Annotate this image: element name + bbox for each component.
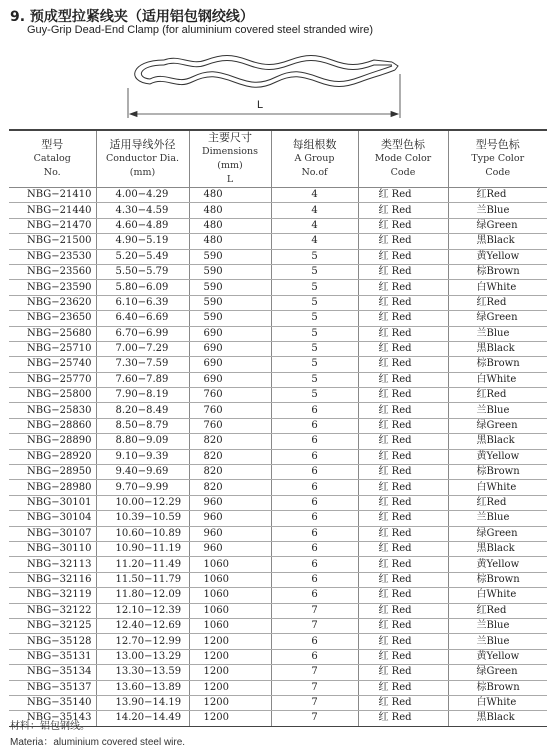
- type-color-cell: 黄Yellow: [448, 449, 547, 464]
- table-row: [9, 357, 547, 372]
- mode-color-cell: 红 Red: [358, 280, 448, 295]
- mode-color-cell: 红 Red: [358, 695, 448, 710]
- group-count-cell: 6: [271, 449, 358, 464]
- dimension-l-cell: 960: [189, 511, 271, 526]
- group-count-cell: 4: [271, 203, 358, 218]
- table-row: [9, 203, 547, 218]
- table-row: [9, 695, 547, 710]
- column-header-en: Type Color: [471, 153, 525, 164]
- type-color-cell: 绿Green: [448, 311, 547, 326]
- conductor-dia-cell: 6.70−6.99: [96, 326, 189, 341]
- type-color-cell: 红Red: [448, 603, 547, 618]
- group-count-cell: 6: [271, 465, 358, 480]
- conductor-dia-cell: 5.80−6.09: [96, 280, 189, 295]
- table-row: [9, 234, 547, 249]
- catalog-no-cell: NBG−30107: [9, 526, 96, 541]
- catalog-no-cell: NBG−25680: [9, 326, 96, 341]
- table-row: [9, 680, 547, 695]
- type-color-cell: 棕Brown: [448, 357, 547, 372]
- type-color-cell: 黑Black: [448, 541, 547, 556]
- group-count-cell: 6: [271, 434, 358, 449]
- catalog-no-cell: NBG−35137: [9, 680, 96, 695]
- mode-color-cell: 红 Red: [358, 372, 448, 387]
- dimension-l-cell: 590: [189, 249, 271, 264]
- group-count-cell: 5: [271, 249, 358, 264]
- conductor-dia-cell: 4.60−4.89: [96, 218, 189, 233]
- table-row: [9, 280, 547, 295]
- catalog-no-cell: NBG−21410: [9, 188, 96, 203]
- type-color-cell: 棕Brown: [448, 264, 547, 279]
- mode-color-cell: 红 Red: [358, 511, 448, 526]
- column-header-en: Catalog: [33, 153, 71, 164]
- dimension-l-cell: 1200: [189, 634, 271, 649]
- conductor-dia-cell: 7.90−8.19: [96, 388, 189, 403]
- conductor-dia-cell: 7.00−7.29: [96, 341, 189, 356]
- mode-color-cell: 红 Red: [358, 188, 448, 203]
- dimension-l-cell: 1060: [189, 557, 271, 572]
- column-header: [189, 130, 271, 188]
- dimension-l-cell: 590: [189, 311, 271, 326]
- dimension-l-cell: 1060: [189, 618, 271, 633]
- group-count-cell: 6: [271, 541, 358, 556]
- catalog-no-cell: NBG−35128: [9, 634, 96, 649]
- catalog-no-cell: NBG−23650: [9, 311, 96, 326]
- column-header-en: A Group: [294, 153, 335, 164]
- type-color-cell: 棕Brown: [448, 465, 547, 480]
- catalog-no-cell: NBG−23620: [9, 295, 96, 310]
- table-row: [9, 403, 547, 418]
- table-row: [9, 557, 547, 572]
- catalog-no-cell: NBG−25800: [9, 388, 96, 403]
- column-header-unit: No.: [43, 167, 61, 178]
- mode-color-cell: 红 Red: [358, 341, 448, 356]
- group-count-cell: 5: [271, 311, 358, 326]
- type-color-cell: 黑Black: [448, 434, 547, 449]
- conductor-dia-cell: 7.60−7.89: [96, 372, 189, 387]
- catalog-no-cell: NBG−25740: [9, 357, 96, 372]
- catalog-no-cell: NBG−23560: [9, 264, 96, 279]
- table-row: [9, 434, 547, 449]
- conductor-dia-cell: 14.20−14.49: [96, 711, 189, 726]
- dimension-l-cell: 960: [189, 495, 271, 510]
- mode-color-cell: 红 Red: [358, 603, 448, 618]
- dimension-l-cell: 590: [189, 280, 271, 295]
- column-header-unit: No.of: [301, 167, 328, 178]
- dimension-l-cell: 480: [189, 218, 271, 233]
- table-row: [9, 465, 547, 480]
- group-count-cell: 4: [271, 188, 358, 203]
- table-row: [9, 311, 547, 326]
- group-count-cell: 7: [271, 618, 358, 633]
- dimension-l-cell: 1060: [189, 603, 271, 618]
- catalog-no-cell: NBG−28920: [9, 449, 96, 464]
- type-color-cell: 绿Green: [448, 418, 547, 433]
- dimension-l-cell: 1200: [189, 695, 271, 710]
- mode-color-cell: 红 Red: [358, 495, 448, 510]
- conductor-dia-cell: 10.60−10.89: [96, 526, 189, 541]
- catalog-no-cell: NBG−32113: [9, 557, 96, 572]
- group-count-cell: 5: [271, 326, 358, 341]
- group-count-cell: 6: [271, 649, 358, 664]
- mode-color-cell: 红 Red: [358, 218, 448, 233]
- mode-color-cell: 红 Red: [358, 649, 448, 664]
- table-row: [9, 649, 547, 664]
- mode-color-cell: 红 Red: [358, 249, 448, 264]
- type-color-cell: 红Red: [448, 295, 547, 310]
- conductor-dia-cell: 12.40−12.69: [96, 618, 189, 633]
- column-header-cn: 每组根数: [292, 138, 337, 151]
- group-count-cell: 7: [271, 680, 358, 695]
- catalog-no-cell: NBG−35131: [9, 649, 96, 664]
- conductor-dia-cell: 5.20−5.49: [96, 249, 189, 264]
- type-color-cell: 兰Blue: [448, 326, 547, 341]
- dimension-l-cell: 820: [189, 449, 271, 464]
- column-header: [96, 130, 189, 188]
- type-color-cell: 黑Black: [448, 711, 547, 726]
- type-color-cell: 兰Blue: [448, 634, 547, 649]
- catalog-no-cell: NBG−32122: [9, 603, 96, 618]
- type-color-cell: 绿Green: [448, 218, 547, 233]
- group-count-cell: 5: [271, 357, 358, 372]
- column-header: [9, 130, 96, 188]
- mode-color-cell: 红 Red: [358, 234, 448, 249]
- table-header-row: [9, 130, 547, 188]
- catalog-no-cell: NBG−25830: [9, 403, 96, 418]
- dimension-l-cell: 760: [189, 418, 271, 433]
- catalog-no-cell: NBG−30101: [9, 495, 96, 510]
- dimension-l-cell: 1060: [189, 572, 271, 587]
- group-count-cell: 5: [271, 388, 358, 403]
- dimension-l-cell: 1200: [189, 665, 271, 680]
- catalog-no-cell: NBG−23530: [9, 249, 96, 264]
- type-color-cell: 白White: [448, 480, 547, 495]
- table-row: [9, 341, 547, 356]
- type-color-cell: 兰Blue: [448, 618, 547, 633]
- catalog-no-cell: NBG−28950: [9, 465, 96, 480]
- type-color-cell: 白White: [448, 372, 547, 387]
- group-count-cell: 6: [271, 403, 358, 418]
- table-row: [9, 218, 547, 233]
- table-row: [9, 634, 547, 649]
- type-color-cell: 红Red: [448, 188, 547, 203]
- dimension-l-cell: 960: [189, 541, 271, 556]
- group-count-cell: 6: [271, 495, 358, 510]
- conductor-dia-cell: 6.40−6.69: [96, 311, 189, 326]
- catalog-no-cell: NBG−32119: [9, 588, 96, 603]
- dimension-l-cell: 1060: [189, 588, 271, 603]
- table-row: [9, 449, 547, 464]
- table-row: [9, 264, 547, 279]
- dimension-l-cell: 690: [189, 357, 271, 372]
- group-count-cell: 5: [271, 341, 358, 356]
- type-color-cell: 白White: [448, 588, 547, 603]
- type-color-cell: 兰Blue: [448, 511, 547, 526]
- type-color-cell: 兰Blue: [448, 403, 547, 418]
- table-row: [9, 541, 547, 556]
- dimension-l-cell: 960: [189, 526, 271, 541]
- table-row: [9, 295, 547, 310]
- conductor-dia-cell: 8.20−8.49: [96, 403, 189, 418]
- conductor-dia-cell: 8.80−9.09: [96, 434, 189, 449]
- group-count-cell: 5: [271, 372, 358, 387]
- group-count-cell: 4: [271, 218, 358, 233]
- column-header-unit: Code: [390, 167, 416, 178]
- group-count-cell: 5: [271, 295, 358, 310]
- group-count-cell: 6: [271, 480, 358, 495]
- conductor-dia-cell: 13.60−13.89: [96, 680, 189, 695]
- type-color-cell: 红Red: [448, 388, 547, 403]
- conductor-dia-cell: 4.00−4.29: [96, 188, 189, 203]
- dimension-l-cell: 820: [189, 434, 271, 449]
- mode-color-cell: 红 Red: [358, 465, 448, 480]
- group-count-cell: 7: [271, 665, 358, 680]
- section-title-cn: 9. 预成型拉紧线夹（适用铝包钢绞线）: [10, 9, 254, 25]
- clamp-diagram: [120, 40, 410, 126]
- mode-color-cell: 红 Red: [358, 618, 448, 633]
- column-header-cn: 适用导线外径: [109, 138, 176, 151]
- conductor-dia-cell: 7.30−7.59: [96, 357, 189, 372]
- dimension-l-cell: 480: [189, 234, 271, 249]
- table-row: [9, 188, 547, 203]
- catalog-no-cell: NBG−35143: [9, 711, 96, 726]
- catalog-no-cell: NBG−28890: [9, 434, 96, 449]
- table-row: [9, 665, 547, 680]
- type-color-cell: 黄Yellow: [448, 649, 547, 664]
- mode-color-cell: 红 Red: [358, 434, 448, 449]
- conductor-dia-cell: 10.00−12.29: [96, 495, 189, 510]
- conductor-dia-cell: 12.10−12.39: [96, 603, 189, 618]
- mode-color-cell: 红 Red: [358, 526, 448, 541]
- dimension-l-cell: 760: [189, 403, 271, 418]
- dimension-line: [128, 74, 400, 118]
- type-color-cell: 黄Yellow: [448, 249, 547, 264]
- table-row: [9, 480, 547, 495]
- dimension-label: L: [256, 99, 264, 111]
- conductor-dia-cell: 11.20−11.49: [96, 557, 189, 572]
- table-row: [9, 618, 547, 633]
- conductor-dia-cell: 12.70−12.99: [96, 634, 189, 649]
- conductor-dia-cell: 10.39−10.59: [96, 511, 189, 526]
- column-header-cn: 类型色标: [381, 138, 425, 151]
- table-row: [9, 372, 547, 387]
- mode-color-cell: 红 Red: [358, 572, 448, 587]
- dimension-l-cell: 1200: [189, 711, 271, 726]
- catalog-no-cell: NBG−35140: [9, 695, 96, 710]
- catalog-no-cell: NBG−21470: [9, 218, 96, 233]
- mode-color-cell: 红 Red: [358, 541, 448, 556]
- conductor-dia-cell: 4.30−4.59: [96, 203, 189, 218]
- mode-color-cell: 红 Red: [358, 557, 448, 572]
- type-color-cell: 兰Blue: [448, 203, 547, 218]
- column-header: [448, 130, 547, 188]
- conductor-dia-cell: 8.50−8.79: [96, 418, 189, 433]
- spec-table: [9, 129, 547, 727]
- type-color-cell: 棕Brown: [448, 572, 547, 587]
- catalog-no-cell: NBG−35134: [9, 665, 96, 680]
- column-header-en: Dimensions (mm): [201, 146, 259, 171]
- mode-color-cell: 红 Red: [358, 203, 448, 218]
- table-row: [9, 511, 547, 526]
- mode-color-cell: 红 Red: [358, 264, 448, 279]
- mode-color-cell: 红 Red: [358, 634, 448, 649]
- mode-color-cell: 红 Red: [358, 711, 448, 726]
- column-header-cn: 型号: [41, 138, 64, 151]
- dimension-l-cell: 690: [189, 326, 271, 341]
- conductor-dia-cell: 9.10−9.39: [96, 449, 189, 464]
- dimension-l-cell: 1200: [189, 680, 271, 695]
- table-row: [9, 572, 547, 587]
- group-count-cell: 6: [271, 511, 358, 526]
- catalog-no-cell: NBG−28860: [9, 418, 96, 433]
- group-count-cell: 6: [271, 572, 358, 587]
- group-count-cell: 6: [271, 526, 358, 541]
- dimension-l-cell: 590: [189, 295, 271, 310]
- group-count-cell: 4: [271, 234, 358, 249]
- column-header: [271, 130, 358, 188]
- catalog-no-cell: NBG−32125: [9, 618, 96, 633]
- dimension-l-cell: 820: [189, 465, 271, 480]
- group-count-cell: 5: [271, 280, 358, 295]
- mode-color-cell: 红 Red: [358, 357, 448, 372]
- table-row: [9, 526, 547, 541]
- conductor-dia-cell: 13.90−14.19: [96, 695, 189, 710]
- group-count-cell: 7: [271, 603, 358, 618]
- catalog-no-cell: NBG−25770: [9, 372, 96, 387]
- group-count-cell: 6: [271, 634, 358, 649]
- group-count-cell: 6: [271, 557, 358, 572]
- mode-color-cell: 红 Red: [358, 680, 448, 695]
- dimension-l-cell: 760: [189, 388, 271, 403]
- mode-color-cell: 红 Red: [358, 326, 448, 341]
- dimension-l-cell: 690: [189, 372, 271, 387]
- type-color-cell: 黑Black: [448, 234, 547, 249]
- section-title-en: Guy-Grip Dead-End Clamp (for aluminium covered steel stranded wire): [27, 24, 374, 36]
- catalog-no-cell: NBG−21440: [9, 203, 96, 218]
- type-color-cell: 黑Black: [448, 341, 547, 356]
- table-row: [9, 388, 547, 403]
- material-note-en: Materia：aluminium covered steel wire.: [10, 737, 186, 748]
- catalog-no-cell: NBG−21500: [9, 234, 96, 249]
- column-header-en: Mode Color: [374, 153, 432, 164]
- group-count-cell: 6: [271, 418, 358, 433]
- dimension-l-cell: 1200: [189, 649, 271, 664]
- dimension-l-cell: 480: [189, 188, 271, 203]
- table-row: [9, 249, 547, 264]
- conductor-dia-cell: 6.10−6.39: [96, 295, 189, 310]
- conductor-dia-cell: 9.70−9.99: [96, 480, 189, 495]
- column-header-unit: (mm): [129, 167, 156, 178]
- mode-color-cell: 红 Red: [358, 311, 448, 326]
- dimension-l-cell: 480: [189, 203, 271, 218]
- dimension-l-cell: 820: [189, 480, 271, 495]
- type-color-cell: 棕Brown: [448, 680, 547, 695]
- mode-color-cell: 红 Red: [358, 588, 448, 603]
- catalog-no-cell: NBG−28980: [9, 480, 96, 495]
- table-row: [9, 418, 547, 433]
- conductor-dia-cell: 13.00−13.29: [96, 649, 189, 664]
- type-color-cell: 绿Green: [448, 526, 547, 541]
- table-row: [9, 588, 547, 603]
- catalog-no-cell: NBG−32116: [9, 572, 96, 587]
- conductor-dia-cell: 11.80−12.09: [96, 588, 189, 603]
- mode-color-cell: 红 Red: [358, 665, 448, 680]
- mode-color-cell: 红 Red: [358, 449, 448, 464]
- type-color-cell: 黄Yellow: [448, 557, 547, 572]
- table-row: [9, 495, 547, 510]
- group-count-cell: 6: [271, 588, 358, 603]
- column-header-en: Conductor Dia.: [105, 153, 180, 164]
- mode-color-cell: 红 Red: [358, 295, 448, 310]
- mode-color-cell: 红 Red: [358, 388, 448, 403]
- group-count-cell: 7: [271, 711, 358, 726]
- table-row: [9, 603, 547, 618]
- group-count-cell: 7: [271, 695, 358, 710]
- conductor-dia-cell: 9.40−9.69: [96, 465, 189, 480]
- dimension-l-cell: 590: [189, 264, 271, 279]
- helical-rod-drawing: [135, 56, 398, 88]
- type-color-cell: 白White: [448, 695, 547, 710]
- conductor-dia-cell: 10.90−11.19: [96, 541, 189, 556]
- mode-color-cell: 红 Red: [358, 480, 448, 495]
- column-header-unit: Code: [485, 167, 511, 178]
- catalog-no-cell: NBG−23590: [9, 280, 96, 295]
- mode-color-cell: 红 Red: [358, 403, 448, 418]
- type-color-cell: 绿Green: [448, 665, 547, 680]
- material-note-cn: 材料：铝包钢线。: [10, 721, 90, 732]
- dimension-l-cell: 690: [189, 341, 271, 356]
- column-header-unit: L: [226, 174, 234, 185]
- column-header: [358, 130, 448, 188]
- conductor-dia-cell: 13.30−13.59: [96, 665, 189, 680]
- catalog-no-cell: NBG−30110: [9, 541, 96, 556]
- catalog-no-cell: NBG−30104: [9, 511, 96, 526]
- conductor-dia-cell: 11.50−11.79: [96, 572, 189, 587]
- column-header-cn: 型号色标: [475, 138, 520, 151]
- table-body: [9, 188, 547, 727]
- conductor-dia-cell: 5.50−5.79: [96, 264, 189, 279]
- conductor-dia-cell: 4.90−5.19: [96, 234, 189, 249]
- column-header-cn: 主要尺寸: [208, 131, 252, 144]
- type-color-cell: 白White: [448, 280, 547, 295]
- catalog-no-cell: NBG−25710: [9, 341, 96, 356]
- table-row: [9, 326, 547, 341]
- mode-color-cell: 红 Red: [358, 418, 448, 433]
- type-color-cell: 红Red: [448, 495, 547, 510]
- group-count-cell: 5: [271, 264, 358, 279]
